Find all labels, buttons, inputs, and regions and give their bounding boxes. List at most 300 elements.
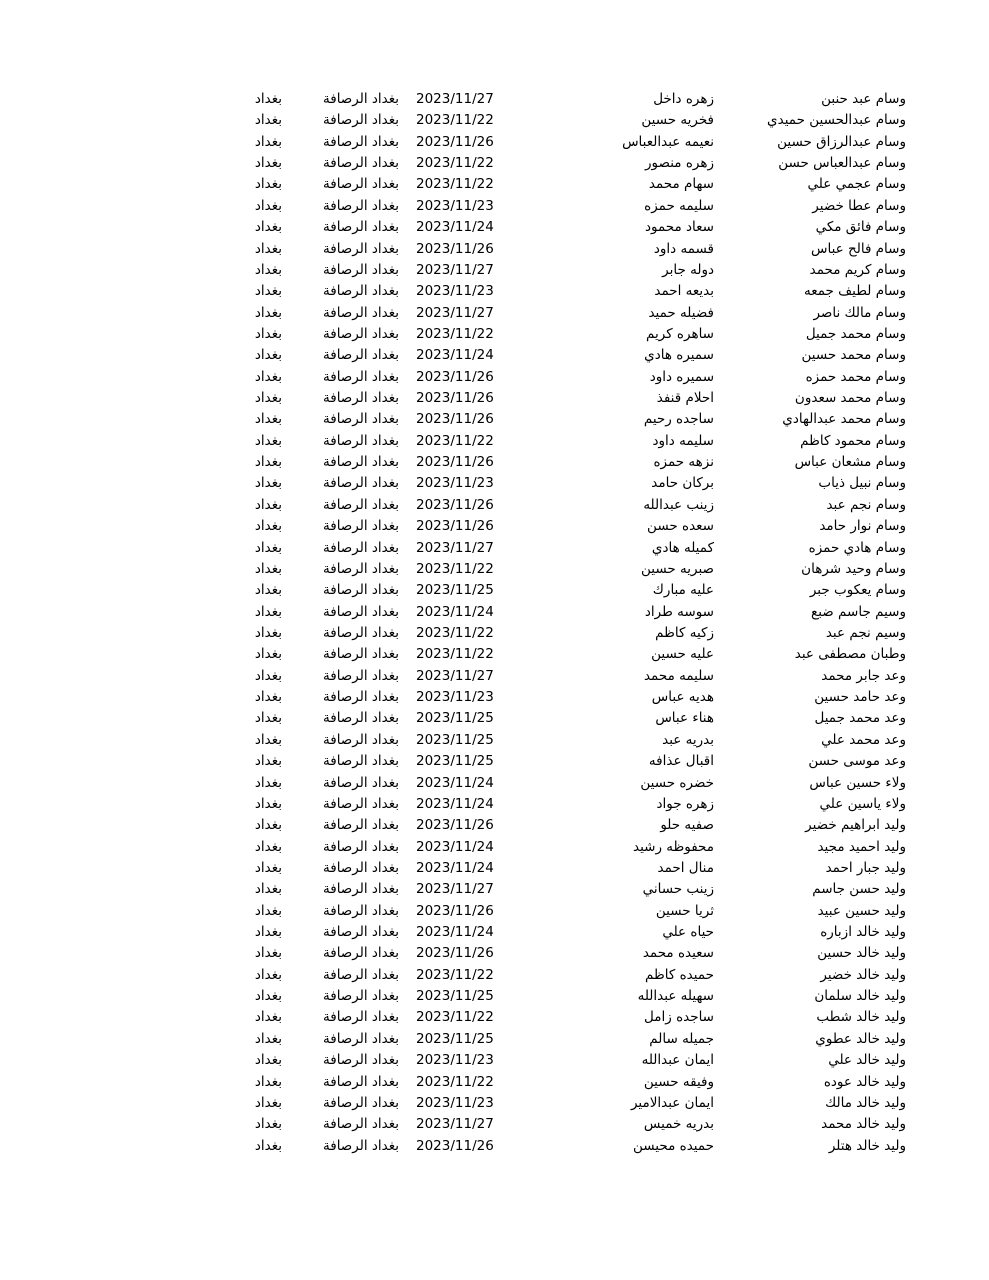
city-name: بغداد — [254, 454, 282, 471]
record-date: 2023/11/27 — [416, 539, 494, 556]
city-name: بغداد — [254, 624, 282, 641]
table-row — [0, 217, 989, 238]
record-date: 2023/11/26 — [416, 454, 494, 471]
mother-name: وفيقه حسين — [643, 1073, 714, 1090]
area-name: بغداد الرصافة — [323, 753, 399, 770]
record-date: 2023/11/24 — [416, 603, 494, 620]
mother-name: ايمان عبدالامير — [630, 1094, 714, 1111]
table-row — [0, 837, 989, 858]
mother-name: محفوظه رشيد — [632, 838, 714, 855]
table-row — [0, 965, 989, 986]
mother-name: قسمه داود — [653, 240, 714, 257]
table-row — [0, 708, 989, 729]
mother-name: جميله سالم — [649, 1030, 714, 1047]
city-name: بغداد — [254, 817, 282, 834]
mother-name: زهره داخل — [653, 91, 714, 107]
table-row — [0, 751, 989, 772]
mother-name: كميله هادي — [651, 539, 714, 556]
record-date: 2023/11/22 — [416, 112, 494, 129]
person-name: وليد خالد حسين — [817, 945, 906, 962]
record-date: 2023/11/26 — [416, 1137, 494, 1154]
table-row — [0, 89, 989, 110]
area-name: بغداد الرصافة — [323, 454, 399, 471]
table-row — [0, 879, 989, 900]
record-date: 2023/11/27 — [416, 881, 494, 898]
mother-name: هديه عباس — [651, 689, 714, 706]
mother-name: حميده محيسن — [632, 1137, 714, 1154]
city-name: بغداد — [254, 902, 282, 919]
area-name: بغداد الرصافة — [323, 667, 399, 684]
person-name: وليد ابراهيم خضير — [805, 817, 906, 834]
city-name: بغداد — [254, 560, 282, 577]
area-name: بغداد الرصافة — [323, 240, 399, 257]
mother-name: بركان حامد — [651, 475, 714, 492]
person-name: وسام عجمي علي — [807, 176, 906, 193]
person-name: وسام محمد حمزه — [805, 368, 906, 385]
record-date: 2023/11/22 — [416, 646, 494, 663]
area-name: بغداد الرصافة — [323, 924, 399, 941]
person-name: وسيم نجم عبد — [825, 624, 906, 641]
record-date: 2023/11/23 — [416, 475, 494, 492]
city-name: بغداد — [254, 390, 282, 407]
mother-name: سميره داود — [649, 368, 714, 385]
record-date: 2023/11/25 — [416, 710, 494, 727]
person-name: وليد جبار احمد — [825, 859, 906, 876]
record-date: 2023/11/26 — [416, 902, 494, 919]
table-row — [0, 1114, 989, 1135]
area-name: بغداد الرصافة — [323, 1116, 399, 1133]
person-name: وليد خالد سلمان — [814, 988, 906, 1005]
city-name: بغداد — [254, 283, 282, 300]
mother-name: سعده حسن — [647, 518, 714, 535]
record-date: 2023/11/26 — [416, 411, 494, 428]
table-row — [0, 196, 989, 217]
city-name: بغداد — [254, 945, 282, 962]
city-name: بغداد — [254, 1073, 282, 1090]
table-row — [0, 239, 989, 260]
record-date: 2023/11/24 — [416, 219, 494, 236]
mother-name: احلام قنفذ — [656, 390, 714, 407]
person-name: وليد خالد علي — [828, 1052, 906, 1069]
area-name: بغداد الرصافة — [323, 261, 399, 278]
record-date: 2023/11/22 — [416, 432, 494, 449]
table-row — [0, 943, 989, 964]
area-name: بغداد الرصافة — [323, 881, 399, 898]
table-row — [0, 409, 989, 430]
table-row — [0, 1029, 989, 1050]
area-name: بغداد الرصافة — [323, 390, 399, 407]
area-name: بغداد الرصافة — [323, 112, 399, 129]
record-date: 2023/11/26 — [416, 518, 494, 535]
record-date: 2023/11/24 — [416, 774, 494, 791]
table-row — [0, 730, 989, 751]
mother-name: فضيله حميد — [648, 304, 714, 321]
person-name: وسام نجم عبد — [826, 496, 906, 513]
person-name: وسام عبدالحسين حميدي — [767, 112, 906, 129]
mother-name: سميره هادي — [644, 347, 714, 364]
area-name: بغداد الرصافة — [323, 432, 399, 449]
person-name: وعد حامد حسين — [814, 689, 906, 706]
person-name: وليد خالد مالك — [825, 1094, 906, 1111]
table-row — [0, 687, 989, 708]
city-name: بغداد — [254, 582, 282, 599]
area-name: بغداد الرصافة — [323, 304, 399, 321]
table-row — [0, 986, 989, 1007]
mother-name: اقبال عذافه — [648, 753, 714, 770]
mother-name: سوسه طراد — [644, 603, 714, 620]
person-name: وليد خالد عطوي — [815, 1030, 906, 1047]
city-name: بغداد — [254, 91, 282, 107]
mother-name: دوله جابر — [662, 261, 714, 278]
record-date: 2023/11/22 — [416, 155, 494, 172]
area-name: بغداد الرصافة — [323, 518, 399, 535]
mother-name: نعيمه عبدالعباس — [622, 133, 714, 150]
mother-name: حميده كاظم — [645, 966, 714, 983]
city-name: بغداد — [254, 1116, 282, 1133]
area-name: بغداد الرصافة — [323, 966, 399, 983]
city-name: بغداد — [254, 838, 282, 855]
area-name: بغداد الرصافة — [323, 945, 399, 962]
mother-name: خضره حسين — [640, 774, 714, 791]
city-name: بغداد — [254, 411, 282, 428]
mother-name: منال احمد — [657, 859, 714, 876]
city-name: بغداد — [254, 518, 282, 535]
table-row — [0, 431, 989, 452]
city-name: بغداد — [254, 795, 282, 812]
area-name: بغداد الرصافة — [323, 689, 399, 706]
table-row — [0, 901, 989, 922]
table-row — [0, 1007, 989, 1028]
city-name: بغداد — [254, 496, 282, 513]
table-row — [0, 260, 989, 281]
person-name: وسام محمد عبدالهادي — [782, 411, 906, 428]
area-name: بغداد الرصافة — [323, 1137, 399, 1154]
city-name: بغداد — [254, 155, 282, 172]
table-row — [0, 132, 989, 153]
mother-name: صفيه حلو — [660, 817, 714, 834]
record-date: 2023/11/26 — [416, 133, 494, 150]
city-name: بغداد — [254, 475, 282, 492]
area-name: بغداد الرصافة — [323, 283, 399, 300]
area-name: بغداد الرصافة — [323, 368, 399, 385]
table-row — [0, 623, 989, 644]
person-name: وسام محمد جميل — [805, 325, 906, 342]
area-name: بغداد الرصافة — [323, 902, 399, 919]
city-name: بغداد — [254, 710, 282, 727]
record-date: 2023/11/26 — [416, 945, 494, 962]
records-list — [0, 89, 989, 1157]
mother-name: عليه حسين — [651, 646, 714, 663]
city-name: بغداد — [254, 924, 282, 941]
table-row — [0, 773, 989, 794]
record-date: 2023/11/23 — [416, 689, 494, 706]
city-name: بغداد — [254, 1009, 282, 1026]
table-row — [0, 666, 989, 687]
mother-name: فخريه حسين — [641, 112, 714, 129]
person-name: وسام عبد حنبن — [821, 91, 906, 107]
person-name: وسام محمود كاظم — [800, 432, 906, 449]
city-name: بغداد — [254, 219, 282, 236]
person-name: وليد خالد خضير — [820, 966, 906, 983]
record-date: 2023/11/26 — [416, 390, 494, 407]
record-date: 2023/11/23 — [416, 1094, 494, 1111]
table-row — [0, 1050, 989, 1071]
mother-name: حياه علي — [662, 924, 714, 941]
person-name: وسام نبيل ذياب — [818, 475, 906, 492]
table-row — [0, 644, 989, 665]
table-row — [0, 153, 989, 174]
area-name: بغداد الرصافة — [323, 582, 399, 599]
city-name: بغداد — [254, 197, 282, 214]
person-name: وطبان مصطفى عبد — [794, 646, 906, 663]
record-date: 2023/11/23 — [416, 197, 494, 214]
person-name: وعد جابر محمد — [821, 667, 906, 684]
table-row — [0, 815, 989, 836]
person-name: وسام عطا خضير — [812, 197, 906, 214]
mother-name: سهيله عبدالله — [637, 988, 714, 1005]
mother-name: نزهه حمزه — [653, 454, 714, 471]
record-date: 2023/11/23 — [416, 1052, 494, 1069]
record-date: 2023/11/27 — [416, 1116, 494, 1133]
table-row — [0, 473, 989, 494]
city-name: بغداد — [254, 1137, 282, 1154]
person-name: وسام هادي حمزه — [808, 539, 906, 556]
record-date: 2023/11/27 — [416, 667, 494, 684]
person-name: وليد خالد شطب — [816, 1009, 906, 1026]
area-name: بغداد الرصافة — [323, 155, 399, 172]
area-name: بغداد الرصافة — [323, 475, 399, 492]
area-name: بغداد الرصافة — [323, 411, 399, 428]
table-row — [0, 495, 989, 516]
mother-name: عليه مبارك — [652, 582, 714, 599]
record-date: 2023/11/24 — [416, 795, 494, 812]
mother-name: صبريه حسين — [640, 560, 714, 577]
record-date: 2023/11/26 — [416, 368, 494, 385]
city-name: بغداد — [254, 859, 282, 876]
mother-name: سعاد محمود — [645, 219, 714, 236]
record-date: 2023/11/25 — [416, 1030, 494, 1047]
person-name: وليد حسين عبيد — [817, 902, 906, 919]
city-name: بغداد — [254, 240, 282, 257]
record-date: 2023/11/27 — [416, 261, 494, 278]
city-name: بغداد — [254, 304, 282, 321]
area-name: بغداد الرصافة — [323, 1073, 399, 1090]
mother-name: زينب حساني — [642, 881, 714, 898]
table-row — [0, 538, 989, 559]
mother-name: بديعه احمد — [654, 283, 714, 300]
table-row — [0, 174, 989, 195]
area-name: بغداد الرصافة — [323, 197, 399, 214]
city-name: بغداد — [254, 966, 282, 983]
city-name: بغداد — [254, 1094, 282, 1111]
record-date: 2023/11/22 — [416, 624, 494, 641]
record-date: 2023/11/26 — [416, 240, 494, 257]
table-row — [0, 110, 989, 131]
record-date: 2023/11/22 — [416, 176, 494, 193]
table-row — [0, 1136, 989, 1157]
city-name: بغداد — [254, 689, 282, 706]
table-row — [0, 303, 989, 324]
area-name: بغداد الرصافة — [323, 347, 399, 364]
person-name: ولاء ياسين علي — [819, 795, 906, 812]
record-date: 2023/11/27 — [416, 304, 494, 321]
record-date: 2023/11/25 — [416, 582, 494, 599]
person-name: وليد خالد ازباره — [820, 924, 906, 941]
city-name: بغداد — [254, 325, 282, 342]
person-name: وسام عبدالرزاق حسين — [777, 133, 906, 150]
person-name: وليد خالد هتلر — [828, 1137, 906, 1154]
area-name: بغداد الرصافة — [323, 988, 399, 1005]
table-row — [0, 388, 989, 409]
mother-name: سليمه داود — [652, 432, 714, 449]
person-name: ولاء حسين عباس — [809, 774, 906, 791]
mother-name: ثريا حسين — [655, 902, 714, 919]
table-row — [0, 1072, 989, 1093]
city-name: بغداد — [254, 646, 282, 663]
table-row — [0, 452, 989, 473]
area-name: بغداد الرصافة — [323, 1094, 399, 1111]
table-row — [0, 345, 989, 366]
mother-name: زينب عبدالله — [643, 496, 714, 513]
person-name: وسام فالح عباس — [810, 240, 906, 257]
person-name: وليد خالد عوده — [823, 1073, 906, 1090]
person-name: وسام مالك ناصر — [813, 304, 906, 321]
mother-name: بدريه خميس — [643, 1116, 714, 1133]
area-name: بغداد الرصافة — [323, 603, 399, 620]
area-name: بغداد الرصافة — [323, 859, 399, 876]
record-date: 2023/11/22 — [416, 1009, 494, 1026]
area-name: بغداد الرصافة — [323, 496, 399, 513]
area-name: بغداد الرصافة — [323, 91, 399, 107]
area-name: بغداد الرصافة — [323, 1052, 399, 1069]
mother-name: سليمه حمزه — [644, 197, 714, 214]
area-name: بغداد الرصافة — [323, 774, 399, 791]
mother-name: ساهره كريم — [646, 325, 714, 342]
mother-name: هناء عباس — [655, 710, 714, 727]
record-date: 2023/11/22 — [416, 966, 494, 983]
table-row — [0, 580, 989, 601]
table-row — [0, 922, 989, 943]
person-name: وليد خالد محمد — [821, 1116, 906, 1133]
person-name: وسام يعكوب جبر — [809, 582, 906, 599]
record-date: 2023/11/25 — [416, 753, 494, 770]
area-name: بغداد الرصافة — [323, 624, 399, 641]
area-name: بغداد الرصافة — [323, 646, 399, 663]
city-name: بغداد — [254, 731, 282, 748]
area-name: بغداد الرصافة — [323, 219, 399, 236]
city-name: بغداد — [254, 603, 282, 620]
person-name: وسام محمد سعدون — [794, 390, 906, 407]
city-name: بغداد — [254, 988, 282, 1005]
area-name: بغداد الرصافة — [323, 133, 399, 150]
area-name: بغداد الرصافة — [323, 560, 399, 577]
city-name: بغداد — [254, 774, 282, 791]
person-name: وسام فائق مكي — [815, 219, 906, 236]
table-row — [0, 559, 989, 580]
city-name: بغداد — [254, 753, 282, 770]
city-name: بغداد — [254, 261, 282, 278]
record-date: 2023/11/22 — [416, 560, 494, 577]
city-name: بغداد — [254, 368, 282, 385]
area-name: بغداد الرصافة — [323, 1030, 399, 1047]
mother-name: سليمه محمد — [643, 667, 714, 684]
person-name: وعد موسى حسن — [808, 753, 906, 770]
table-row — [0, 516, 989, 537]
table-row — [0, 602, 989, 623]
person-name: وليد احميد مجيد — [817, 838, 906, 855]
person-name: وليد حسن جاسم — [812, 881, 906, 898]
record-date: 2023/11/27 — [416, 91, 494, 107]
table-row — [0, 281, 989, 302]
mother-name: ساجده زامل — [644, 1009, 714, 1026]
person-name: وسام محمد حسين — [801, 347, 906, 364]
city-name: بغداد — [254, 1030, 282, 1047]
area-name: بغداد الرصافة — [323, 539, 399, 556]
record-date: 2023/11/23 — [416, 283, 494, 300]
record-date: 2023/11/24 — [416, 924, 494, 941]
city-name: بغداد — [254, 667, 282, 684]
mother-name: ايمان عبدالله — [641, 1052, 714, 1069]
area-name: بغداد الرصافة — [323, 710, 399, 727]
area-name: بغداد الرصافة — [323, 325, 399, 342]
record-date: 2023/11/24 — [416, 838, 494, 855]
record-date: 2023/11/26 — [416, 817, 494, 834]
record-date: 2023/11/22 — [416, 325, 494, 342]
mother-name: زهره منصور — [645, 155, 714, 172]
city-name: بغداد — [254, 112, 282, 129]
person-name: وسام عبدالعباس حسن — [778, 155, 906, 172]
record-date: 2023/11/24 — [416, 859, 494, 876]
area-name: بغداد الرصافة — [323, 1009, 399, 1026]
city-name: بغداد — [254, 133, 282, 150]
person-name: وسيم جاسم ضبع — [811, 603, 906, 620]
person-name: وسام وحيد شرهان — [801, 560, 906, 577]
record-date: 2023/11/22 — [416, 1073, 494, 1090]
mother-name: زهره جواد — [656, 795, 714, 812]
person-name: وسام نوار حامد — [819, 518, 906, 535]
area-name: بغداد الرصافة — [323, 176, 399, 193]
person-name: وسام مشعان عباس — [794, 454, 906, 471]
table-row — [0, 367, 989, 388]
table-row — [0, 794, 989, 815]
record-date: 2023/11/25 — [416, 731, 494, 748]
mother-name: سهام محمد — [648, 176, 714, 193]
person-name: وسام لطيف جمعه — [803, 283, 906, 300]
area-name: بغداد الرصافة — [323, 795, 399, 812]
city-name: بغداد — [254, 347, 282, 364]
city-name: بغداد — [254, 539, 282, 556]
city-name: بغداد — [254, 176, 282, 193]
mother-name: زكيه كاظم — [655, 624, 714, 641]
mother-name: ساجده رحيم — [643, 411, 714, 428]
area-name: بغداد الرصافة — [323, 817, 399, 834]
table-row — [0, 1093, 989, 1114]
city-name: بغداد — [254, 432, 282, 449]
record-date: 2023/11/24 — [416, 347, 494, 364]
record-date: 2023/11/25 — [416, 988, 494, 1005]
person-name: وعد محمد علي — [821, 731, 906, 748]
city-name: بغداد — [254, 1052, 282, 1069]
area-name: بغداد الرصافة — [323, 838, 399, 855]
table-row — [0, 858, 989, 879]
person-name: وعد محمد جميل — [814, 710, 906, 727]
person-name: وسام كريم محمد — [809, 261, 906, 278]
record-date: 2023/11/26 — [416, 496, 494, 513]
table-row — [0, 324, 989, 345]
area-name: بغداد الرصافة — [323, 731, 399, 748]
city-name: بغداد — [254, 881, 282, 898]
mother-name: سعيده محمد — [642, 945, 714, 962]
